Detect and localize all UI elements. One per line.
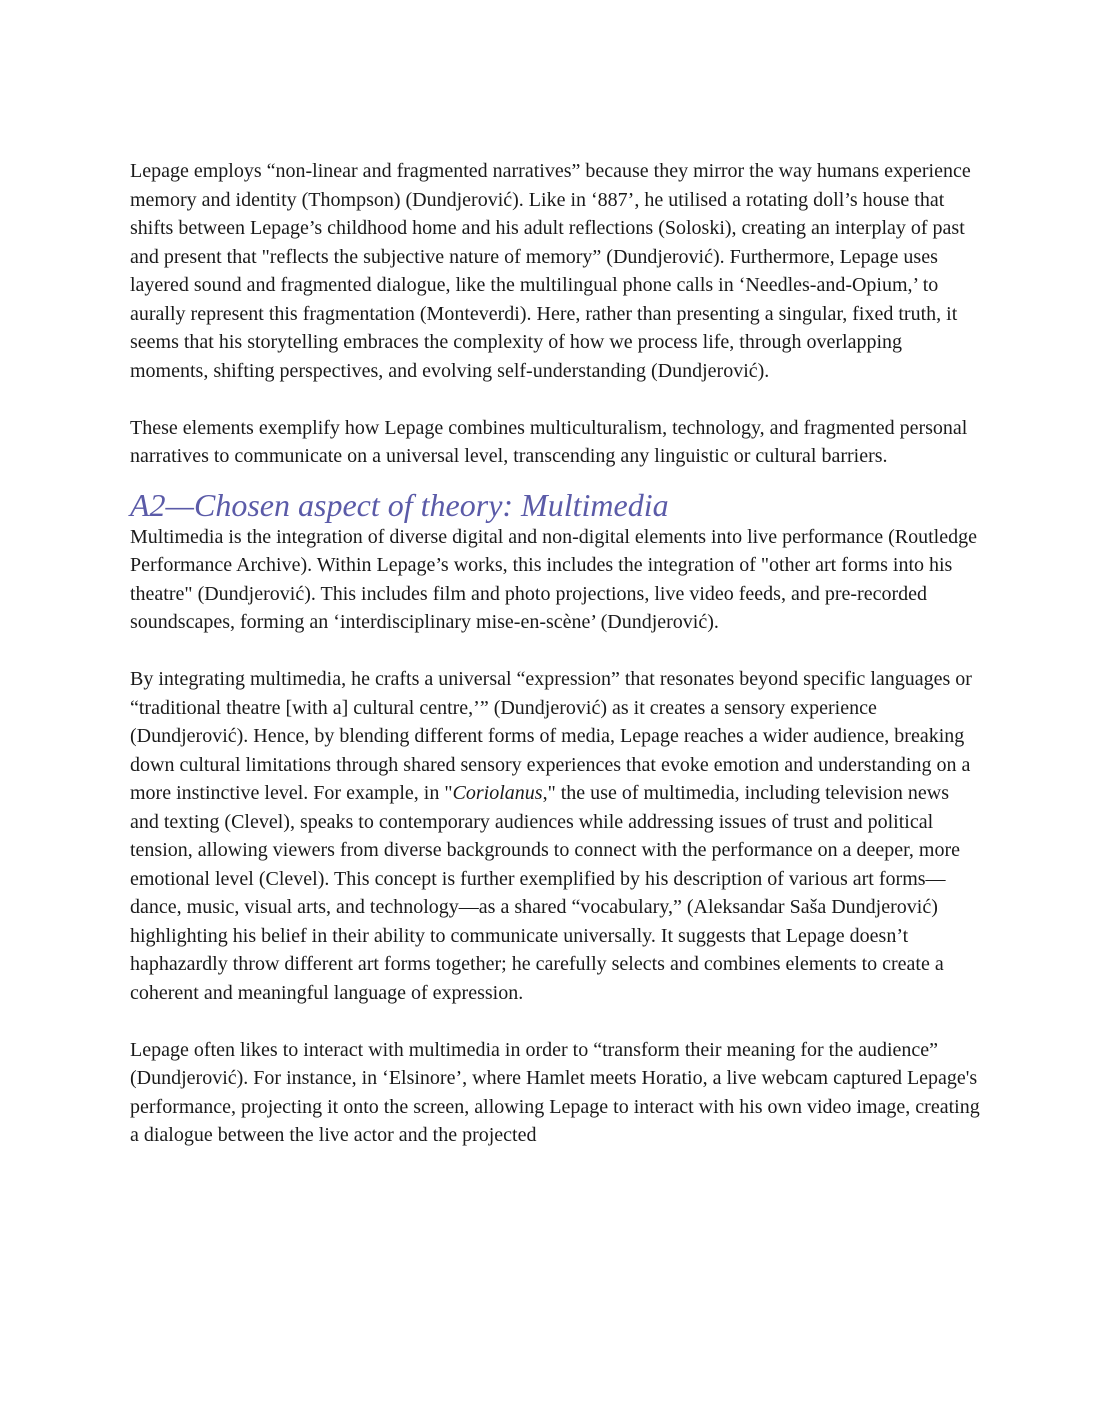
paragraph-fragmented-narratives: Lepage employs “non-linear and fragmented narratives” because they mirror the way humans experience memory and identity (Thompson) (Dundjerović). Like in ‘887’, he utilised a rotating doll’s house that shifts between Lepage’s childhood home and his adult reflections (Soloski), creating an interplay of past and present that "reflects the subjective nature of memory” (Dundjerović). Furthermore, Lepage uses layered sound and fragmented dialogue, like the multilingual phone calls in ‘Needles-and-Opium,’ to aurally represent this fragmentation (Monteverdi). Here, rather than presenting a singular, fixed truth, it seems that his storytelling embraces the complexity of how we process life, through overlapping moments, shifting perspectives, and evolving self-understanding (Dundjerović). [130, 160, 971, 382]
paragraph-integrating-multimedia [130, 665, 980, 1007]
section-heading: A2—Chosen aspect of theory: Multimedia [130, 486, 669, 523]
paragraph-integrating-text-2: ," the use of multimedia, including television news and texting (Clevel), speaks to contemporary audiences while addressing issues of trust and political tension, allowing viewers from diverse backgrounds to connect with the performance on a deeper, more emotional level (Clevel). This concept is further exemplified by his description of various art forms—dance, music, visual arts, and technology—as a shared “vocabulary,” (Aleksandar Saša Dundjerović) highlighting his belief in their ability to communicate universally. It suggests that Lepage doesn’t haphazardly throw different art forms together; he carefully selects and combines elements to create a coherent and meaningful language of expression. [130, 782, 961, 1004]
paragraph-elements-exemplify: These elements exemplify how Lepage combines multiculturalism, technology, and fragmented personal narratives to communicate on a universal level, transcending any linguistic or cultural barriers. [130, 416, 968, 467]
document-page [130, 157, 980, 1178]
paragraph-integrating-text-1: By integrating multimedia, he crafts a universal “expression” that resonates beyond specific languages or “traditional theatre [with a] cultural centre,’” (Dundjerović) as it creates a sensory experience (Dundjerović). Hence, by blending different forms of media, Lepage reaches a wider audience, breaking down cultural limitations through shared sensory experiences that evoke emotion and understanding on a more instinctive level. For example, in " [130, 668, 972, 804]
paragraph-interact-multimedia: Lepage often likes to interact with multimedia in order to “transform their meaning for the audience” (Dundjerović). For instance, in ‘Elsinore’, where Hamlet meets Horatio, a live webcam captured Lepage's performance, projecting it onto the screen, allowing Lepage to interact with his own video image, creating a dialogue between the live actor and the projected [130, 1038, 980, 1146]
play-title-italic: Coriolanus [452, 782, 543, 804]
paragraph-multimedia-definition: Multimedia is the integration of diverse digital and non-digital elements into live performance (Routledge Performance Archive). Within Lepage’s works, this includes the integration of "other art forms into his theatre" (Dundjerović). This includes film and photo projections, live video feeds, and pre-recorded soundscapes, forming an ‘interdisciplinary mise-en-scène’ (Dundjerović). [130, 525, 977, 633]
